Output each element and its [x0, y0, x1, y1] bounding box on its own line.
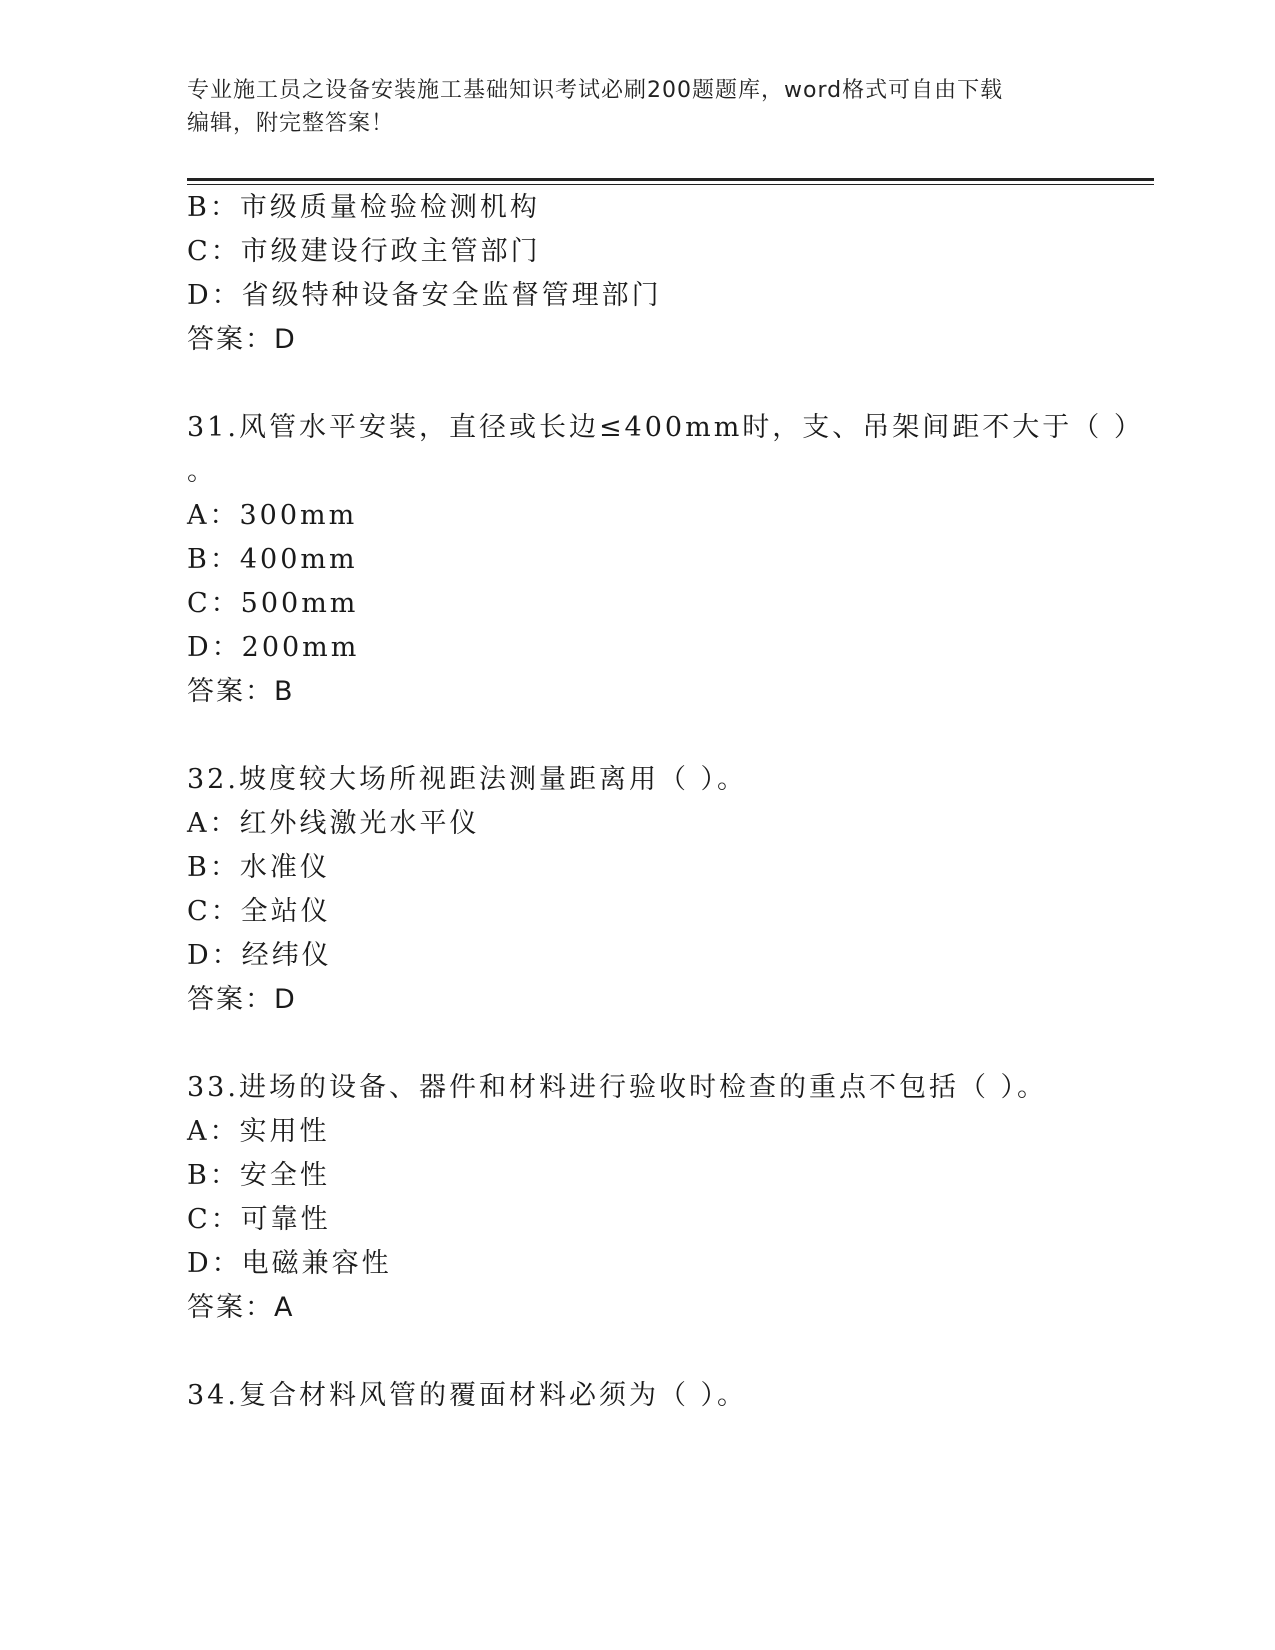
question-31-stem-cont: 。	[187, 456, 217, 487]
option-c: C：全站仪	[187, 896, 331, 927]
question-32-stem: 32.坡度较大场所视距法测量距离用（ ）。	[187, 764, 748, 795]
header-line-1: 专业施工员之设备安装施工基础知识考试必刷200题题库，word格式可自由下载	[187, 78, 1004, 103]
question-31-stem: 31.风管水平安装，直径或长边≤400mm时，支、吊架间距不大于（ ）	[187, 412, 1144, 443]
option-a: A：实用性	[187, 1116, 330, 1147]
answer: 答案：D	[187, 324, 297, 355]
question-33-stem: 33.进场的设备、器件和材料进行验收时检查的重点不包括（ ）。	[187, 1072, 1048, 1103]
option-a: A：300mm	[187, 500, 358, 531]
answer: 答案：A	[187, 1292, 295, 1323]
header-line-2: 编辑，附完整答案！	[187, 111, 395, 136]
option-d: D：经纬仪	[187, 940, 332, 971]
option-b: B：400mm	[187, 544, 358, 575]
document-header	[187, 74, 1087, 140]
answer: 答案：D	[187, 984, 297, 1015]
option-c: C：可靠性	[187, 1204, 331, 1235]
option-c: C：500mm	[187, 588, 359, 619]
question-34-stem: 34.复合材料风管的覆面材料必须为（ ）。	[187, 1380, 748, 1411]
option-d: D：省级特种设备安全监督管理部门	[187, 280, 662, 311]
option-d: D：电磁兼容性	[187, 1248, 392, 1279]
header-rule-thin	[187, 184, 1154, 185]
answer: 答案：B	[187, 676, 295, 707]
option-b: B：市级质量检验检测机构	[187, 192, 540, 223]
header-rule-thick	[187, 178, 1154, 181]
option-d: D：200mm	[187, 632, 360, 663]
option-a: A：红外线激光水平仪	[187, 808, 480, 839]
option-b: B：安全性	[187, 1160, 330, 1191]
option-c: C：市级建设行政主管部门	[187, 236, 541, 267]
option-b: B：水准仪	[187, 852, 330, 883]
